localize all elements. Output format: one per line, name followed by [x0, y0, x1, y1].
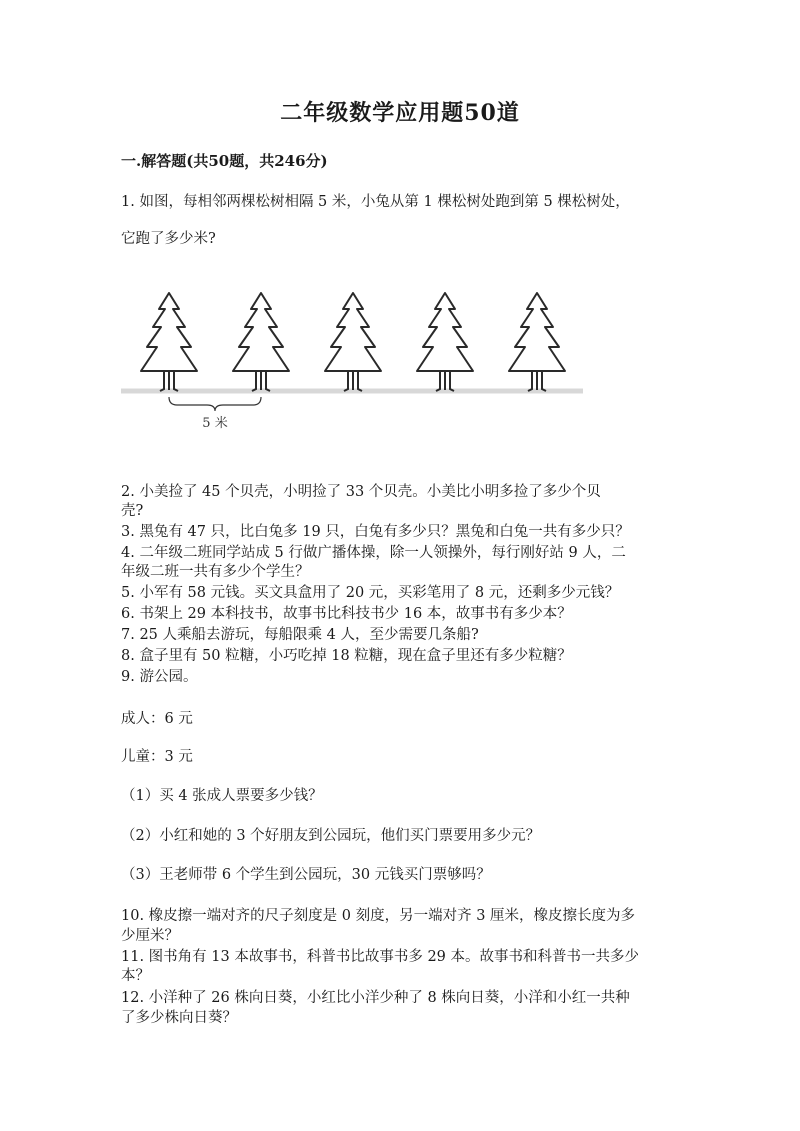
pine-tree-trunk: [344, 371, 362, 391]
section-heading: 一.解答题(共50题，共246分): [121, 152, 328, 170]
pine-tree: [417, 293, 473, 391]
question-4-line-2: 年级二班一共有多少个学生？: [121, 564, 310, 580]
adult-price: 成人：6 元: [121, 711, 193, 727]
question-1-line-1: 1. 如图，每相邻两棵松树相隔 5 米，小兔从第 1 棵松树处跑到第 5 棵松树处，: [121, 194, 630, 210]
pine-tree-trunk: [252, 371, 270, 391]
distance-brace: [169, 397, 261, 411]
question-12-line-2: 了多少株向日葵？: [121, 1010, 237, 1026]
pine-tree: [325, 293, 381, 391]
distance-label: 5 米: [202, 416, 228, 431]
pine-tree-crown: [325, 293, 381, 371]
question-7: 7. 25 人乘船去游玩，每船限乘 4 人，至少需要几条船?: [121, 627, 479, 643]
question-2-line-1: 2. 小美捡了 45 个贝壳，小明捡了 33 个贝壳。小美比小明多捡了多少个贝: [121, 484, 601, 500]
pine-tree-trunk: [436, 371, 454, 391]
question-4-line-1: 4. 二年级二班同学站成 5 行做广播体操，除一人领操外，每行刚好站 9 人，二: [121, 545, 626, 561]
pine-tree-crown: [141, 293, 197, 371]
question-10-line-1: 10. 橡皮擦一端对齐的尺子刻度是 0 刻度，另一端对齐 3 厘米，橡皮擦长度为多: [121, 908, 636, 924]
question-5: 5. 小军有 58 元钱。买文具盒用了 20 元，买彩笔用了 8 元，还剩多少元钱？: [121, 585, 620, 601]
question-11-line-2: 本？: [121, 968, 150, 984]
question-9-intro: 9. 游公园。: [121, 669, 198, 685]
pine-tree-crown: [509, 293, 565, 371]
pine-tree: [509, 293, 565, 391]
pine-trees-illustration: [121, 283, 583, 433]
question-10-line-2: 少厘米？: [121, 928, 179, 944]
pine-tree-crown: [417, 293, 473, 371]
question-8: 8. 盒子里有 50 粒糖，小巧吃掉 18 粒糖，现在盒子里还有多少粒糖？: [121, 648, 572, 664]
question-9-sub-1: （1）买 4 张成人票要多少钱？: [121, 788, 323, 804]
question-6: 6. 书架上 29 本科技书，故事书比科技书少 16 本，故事书有多少本？: [121, 606, 572, 622]
question-12-line-1: 12. 小洋种了 26 株向日葵，小红比小洋少种了 8 株向日葵，小洋和小红一共种: [121, 990, 630, 1006]
question-9-sub-2: （2）小红和她的 3 个好朋友到公园玩，他们买门票要用多少元？: [121, 828, 541, 844]
pine-tree-crown: [233, 293, 289, 371]
question-3: 3. 黑兔有 47 只，比白兔多 19 只，白兔有多少只？黑兔和白兔一共有多少只？: [121, 524, 630, 540]
pine-tree: [141, 293, 197, 391]
pine-tree-trunk: [160, 371, 178, 391]
pine-trees-figure: [121, 283, 583, 433]
child-price: 儿童：3 元: [121, 749, 193, 765]
pine-tree: [233, 293, 289, 391]
question-9-sub-3: （3）王老师带 6 个学生到公园玩，30 元钱买门票够吗？: [121, 867, 491, 883]
page-title: 二年级数学应用题50道: [280, 100, 520, 126]
question-2-line-2: 壳?: [121, 503, 144, 519]
pine-tree-trunk: [528, 371, 546, 391]
question-1-line-2: 它跑了多少米?: [121, 231, 216, 247]
question-11-line-1: 11. 图书角有 13 本故事书，科普书比故事书多 29 本。故事书和科普书一共多少: [121, 949, 640, 965]
